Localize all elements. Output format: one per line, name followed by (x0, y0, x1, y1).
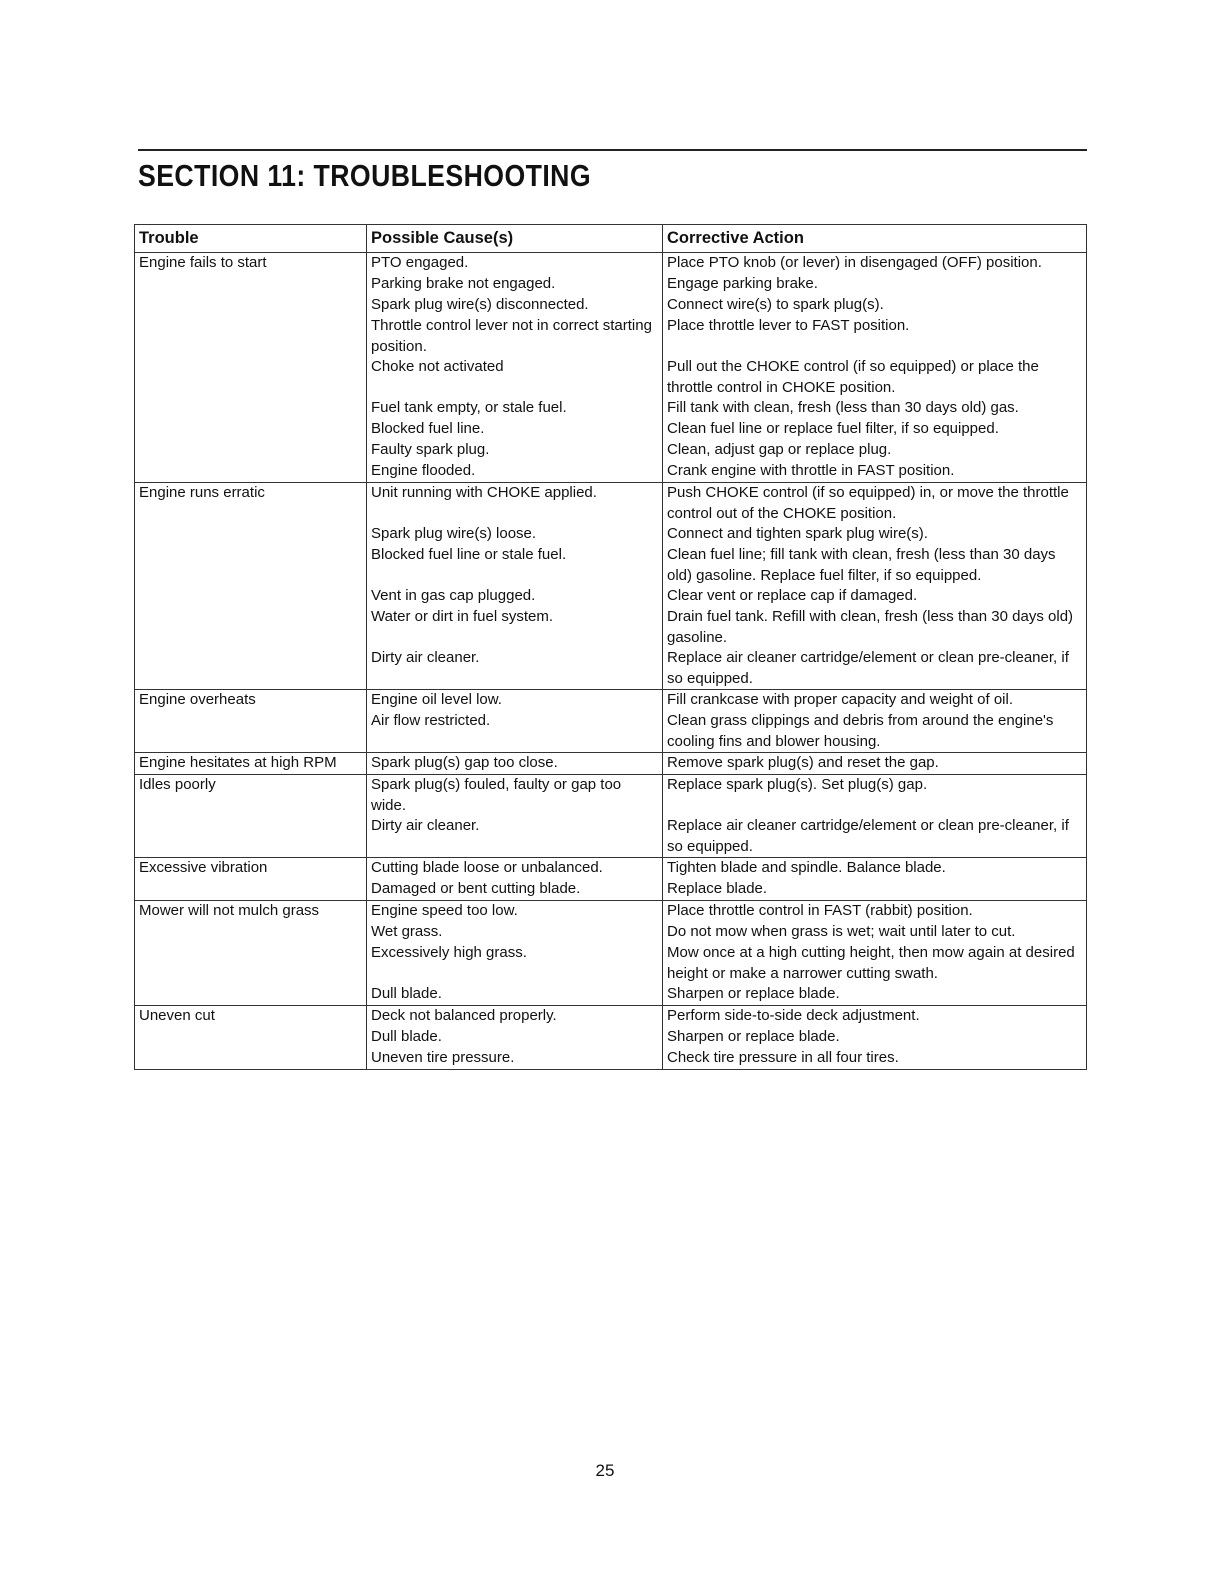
header-possible-causes: Possible Cause(s) (367, 225, 663, 253)
trouble-group (135, 1006, 1087, 1070)
action-text: Pull out the CHOKE control (if so equipped) or place the throttle control in CHOKE position. (667, 358, 1039, 396)
action-text: Place throttle lever to FAST position. (667, 317, 910, 334)
table-header-row (135, 225, 1087, 253)
trouble-cell: Idles poorly (135, 775, 367, 858)
cause-text: Engine oil level low. (371, 691, 502, 708)
cause-text: Wet grass. (371, 923, 443, 940)
cause-text: Dull blade. (371, 1028, 442, 1045)
action-text: Crank engine with throttle in FAST position. (667, 462, 955, 479)
action-text: Replace air cleaner cartridge/element or clean pre-cleaner, if so equipped. (667, 817, 1069, 855)
table-row (135, 1006, 1087, 1070)
cause-text: Engine flooded. (371, 462, 476, 479)
table-row (135, 690, 1087, 753)
cause-text: Blocked fuel line. (371, 420, 485, 437)
action-text: Clear vent or replace cap if damaged. (667, 587, 918, 604)
cause-text: Dull blade. (371, 985, 442, 1002)
trouble-cell: Mower will not mulch grass (135, 901, 367, 1006)
page-number: 25 (595, 1461, 615, 1480)
causes-cell (367, 775, 663, 858)
actions-cell (663, 753, 1087, 775)
section-rule (138, 149, 1087, 151)
action-text: Place PTO knob (or lever) in disengaged (OFF) position. (667, 254, 1042, 271)
cause-text: Throttle control lever not in correct starting position. (371, 317, 652, 355)
action-text: Clean grass clippings and debris from around the engine's cooling fins and blower housing. (667, 712, 1054, 750)
table-row (135, 753, 1087, 775)
action-text: Perform side-to-side deck adjustment. (667, 1007, 920, 1024)
cause-text: Fuel tank empty, or stale fuel. (371, 399, 567, 416)
actions-cell (663, 483, 1087, 690)
trouble-group (135, 753, 1087, 775)
cause-text: Unit running with CHOKE applied. (371, 484, 597, 501)
action-text: Drain fuel tank. Refill with clean, fresh (less than 30 days old) gasoline. (667, 608, 1074, 646)
causes-cell (367, 858, 663, 901)
cause-text: Spark plug(s) fouled, faulty or gap too wide. (371, 776, 622, 814)
action-text: Check tire pressure in all four tires. (667, 1049, 899, 1066)
action-text: Sharpen or replace blade. (667, 985, 840, 1002)
trouble-group (135, 483, 1087, 690)
cause-text: Deck not balanced properly. (371, 1007, 557, 1024)
trouble-group (135, 858, 1087, 901)
action-text: Clean, adjust gap or replace plug. (667, 441, 892, 458)
causes-cell (367, 1006, 663, 1070)
trouble-cell: Engine runs erratic (135, 483, 367, 690)
section-title: SECTION 11: TROUBLESHOOTING (138, 158, 592, 193)
actions-cell (663, 1006, 1087, 1070)
action-text: Engage parking brake. (667, 275, 818, 292)
table-row (135, 775, 1087, 858)
table-row (135, 483, 1087, 690)
action-text: Mow once at a high cutting height, then mow again at desired height or make a narrower cutting swath. (667, 944, 1075, 982)
cause-text: Engine speed too low. (371, 902, 518, 919)
causes-cell (367, 690, 663, 753)
causes-cell (367, 483, 663, 690)
actions-cell (663, 253, 1087, 483)
cause-text: Vent in gas cap plugged. (371, 587, 536, 604)
cause-text: Air flow restricted. (371, 712, 491, 729)
action-text: Do not mow when grass is wet; wait until later to cut. (667, 923, 1016, 940)
cause-text: Spark plug wire(s) loose. (371, 525, 537, 542)
action-text: Fill crankcase with proper capacity and weight of oil. (667, 691, 1013, 708)
trouble-cell: Engine hesitates at high RPM (135, 753, 367, 775)
cause-text: Excessively high grass. (371, 944, 527, 961)
cause-text: Blocked fuel line or stale fuel. (371, 546, 567, 563)
cause-text: Water or dirt in fuel system. (371, 608, 553, 625)
trouble-group (135, 901, 1087, 1006)
trouble-cell: Uneven cut (135, 1006, 367, 1070)
causes-cell (367, 901, 663, 1006)
action-text: Replace air cleaner cartridge/element or clean pre-cleaner, if so equipped. (667, 649, 1069, 687)
troubleshooting-table (134, 224, 1087, 1070)
cause-text: PTO engaged. (371, 254, 469, 271)
cause-text: Dirty air cleaner. (371, 817, 480, 834)
trouble-cell: Engine fails to start (135, 253, 367, 483)
trouble-group (135, 253, 1087, 483)
action-text: Replace spark plug(s). Set plug(s) gap. (667, 776, 928, 793)
actions-cell (663, 690, 1087, 753)
cause-text: Spark plug(s) gap too close. (371, 754, 558, 771)
cause-text: Damaged or bent cutting blade. (371, 880, 581, 897)
table-row (135, 253, 1087, 483)
cause-text: Parking brake not engaged. (371, 275, 556, 292)
action-text: Push CHOKE control (if so equipped) in, or move the throttle control out of the CHOKE position. (667, 484, 1069, 522)
cause-text: Faulty spark plug. (371, 441, 490, 458)
action-text: Connect wire(s) to spark plug(s). (667, 296, 884, 313)
action-text: Remove spark plug(s) and reset the gap. (667, 754, 939, 771)
actions-cell (663, 858, 1087, 901)
action-text: Fill tank with clean, fresh (less than 30 days old) gas. (667, 399, 1019, 416)
cause-text: Cutting blade loose or unbalanced. (371, 859, 603, 876)
action-text: Clean fuel line; fill tank with clean, fresh (less than 30 days old) gasoline. Replace fuel filter, if so equipped. (667, 546, 1056, 584)
trouble-group (135, 775, 1087, 858)
action-text: Place throttle control in FAST (rabbit) position. (667, 902, 973, 919)
trouble-cell: Excessive vibration (135, 858, 367, 901)
cause-text: Dirty air cleaner. (371, 649, 480, 666)
header-corrective-action: Corrective Action (663, 225, 1087, 253)
header-trouble: Trouble (135, 225, 367, 253)
action-text: Replace blade. (667, 880, 768, 897)
table-row (135, 858, 1087, 901)
table-row (135, 901, 1087, 1006)
causes-cell (367, 753, 663, 775)
actions-cell (663, 901, 1087, 1006)
trouble-group (135, 690, 1087, 753)
cause-text: Choke not activated (371, 358, 504, 375)
trouble-cell: Engine overheats (135, 690, 367, 753)
cause-text: Spark plug wire(s) disconnected. (371, 296, 589, 313)
causes-cell (367, 253, 663, 483)
action-text: Tighten blade and spindle. Balance blade. (667, 859, 946, 876)
action-text: Clean fuel line or replace fuel filter, if so equipped. (667, 420, 999, 437)
actions-cell (663, 775, 1087, 858)
cause-text: Uneven tire pressure. (371, 1049, 515, 1066)
action-text: Connect and tighten spark plug wire(s). (667, 525, 928, 542)
action-text: Sharpen or replace blade. (667, 1028, 840, 1045)
